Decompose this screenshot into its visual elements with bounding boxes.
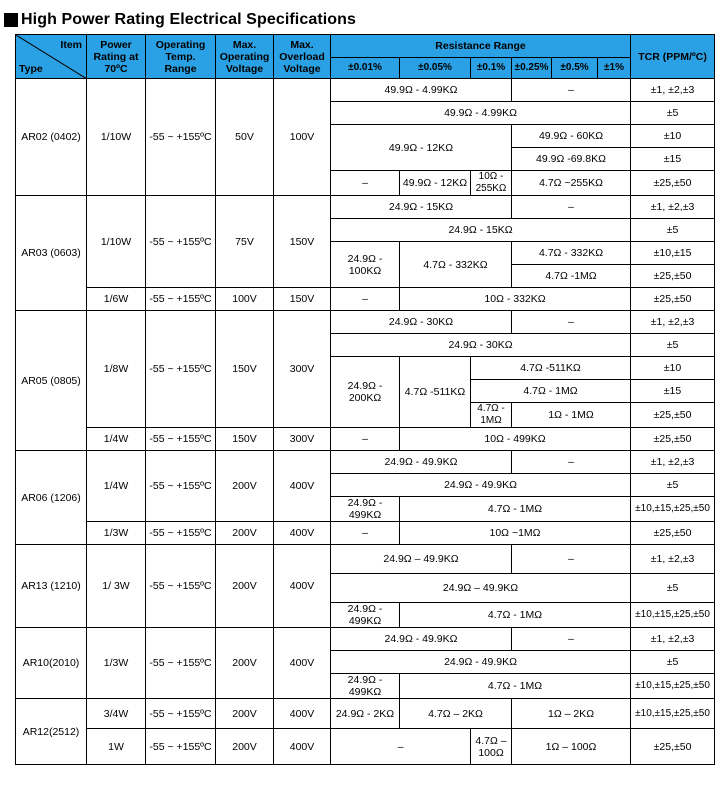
resistance-cell: 4.7Ω – 2KΩ bbox=[400, 699, 512, 729]
resistance-cell: 24.9Ω - 15KΩ bbox=[331, 196, 512, 219]
tcr-cell: ±10,±15,±25,±50 bbox=[631, 674, 715, 699]
header-tol-005: ±0.05% bbox=[400, 58, 471, 79]
power-cell: 1/4W bbox=[87, 451, 146, 522]
ov-voltage-cell: 400V bbox=[274, 522, 331, 545]
resistance-cell: 24.9Ω - 49.9KΩ bbox=[331, 628, 512, 651]
tcr-cell: ±25,±50 bbox=[631, 522, 715, 545]
resistance-cell: 4.7Ω -511KΩ bbox=[471, 357, 631, 380]
temp-cell: -55 ~ +155ºC bbox=[146, 522, 216, 545]
resistance-cell: 4.7Ω -511KΩ bbox=[400, 357, 471, 428]
resistance-cell: 24.9Ω - 49.9KΩ bbox=[331, 474, 631, 497]
tcr-cell: ±1, ±2,±3 bbox=[631, 196, 715, 219]
temp-cell: -55 ~ +155ºC bbox=[146, 288, 216, 311]
type-cell: AR12(2512) bbox=[16, 699, 87, 765]
resistance-cell: 24.9Ω - 15KΩ bbox=[331, 219, 631, 242]
power-cell: 1/4W bbox=[87, 428, 146, 451]
tcr-cell: ±10 bbox=[631, 125, 715, 148]
resistance-cell: 49.9Ω - 4.99KΩ bbox=[331, 102, 631, 125]
tcr-cell: ±10,±15,±25,±50 bbox=[631, 699, 715, 729]
resistance-cell: 1Ω – 100Ω bbox=[512, 729, 631, 765]
power-cell: 1/8W bbox=[87, 311, 146, 428]
title-bar bbox=[4, 9, 356, 31]
op-voltage-cell: 75V bbox=[216, 196, 274, 288]
ov-voltage-cell: 400V bbox=[274, 699, 331, 729]
resistance-cell: – bbox=[512, 79, 631, 102]
tcr-cell: ±10,±15 bbox=[631, 242, 715, 265]
header-tol-001: ±0.01% bbox=[331, 58, 400, 79]
temp-cell: -55 ~ +155ºC bbox=[146, 311, 216, 428]
tcr-cell: ±25,±50 bbox=[631, 403, 715, 428]
resistance-cell: 24.9Ω - 49.9KΩ bbox=[331, 451, 512, 474]
resistance-cell: 4.7Ω – 100Ω bbox=[471, 729, 512, 765]
op-voltage-cell: 200V bbox=[216, 451, 274, 522]
header-tol-01: ±0.1% bbox=[471, 58, 512, 79]
resistance-cell: 24.9Ω - 200KΩ bbox=[331, 357, 400, 428]
tcr-cell: ±1, ±2,±3 bbox=[631, 311, 715, 334]
table-row bbox=[16, 311, 715, 334]
resistance-cell: 24.9Ω – 49.9KΩ bbox=[331, 545, 512, 574]
table-row bbox=[16, 522, 715, 545]
tcr-cell: ±5 bbox=[631, 574, 715, 603]
resistance-cell: – bbox=[512, 196, 631, 219]
header-tol-05: ±0.5% bbox=[552, 58, 598, 79]
header-resistance: Resistance Range bbox=[331, 35, 631, 58]
resistance-cell: – bbox=[331, 288, 400, 311]
tcr-cell: ±25,±50 bbox=[631, 428, 715, 451]
resistance-cell: – bbox=[331, 428, 400, 451]
tcr-cell: ±25,±50 bbox=[631, 171, 715, 196]
header-max-overload: Max. Overload Voltage bbox=[274, 35, 331, 79]
power-cell: 1/10W bbox=[87, 196, 146, 288]
op-voltage-cell: 100V bbox=[216, 288, 274, 311]
temp-cell: -55 ~ +155ºC bbox=[146, 699, 216, 729]
resistance-cell: 24.9Ω - 49.9KΩ bbox=[331, 651, 631, 674]
resistance-cell: – bbox=[512, 545, 631, 574]
header-item-type bbox=[16, 35, 87, 79]
ov-voltage-cell: 300V bbox=[274, 428, 331, 451]
resistance-cell: 4.7Ω - 1MΩ bbox=[471, 403, 512, 428]
resistance-cell: 24.9Ω - 2KΩ bbox=[331, 699, 400, 729]
tcr-cell: ±1, ±2,±3 bbox=[631, 79, 715, 102]
type-cell: AR03 (0603) bbox=[16, 196, 87, 311]
resistance-cell: 24.9Ω - 30KΩ bbox=[331, 311, 512, 334]
header-tol-025: ±0.25% bbox=[512, 58, 552, 79]
temp-cell: -55 ~ +155ºC bbox=[146, 545, 216, 628]
resistance-cell: 49.9Ω - 60KΩ bbox=[512, 125, 631, 148]
table-row bbox=[16, 729, 715, 765]
temp-cell: -55 ~ +155ºC bbox=[146, 196, 216, 288]
title-square-icon bbox=[4, 13, 18, 27]
table-row bbox=[16, 79, 715, 102]
tcr-cell: ±5 bbox=[631, 651, 715, 674]
header-temp: Operating Temp. Range bbox=[146, 35, 216, 79]
tcr-cell: ±15 bbox=[631, 380, 715, 403]
table-row bbox=[16, 545, 715, 574]
header-type: Type bbox=[19, 63, 43, 75]
resistance-cell: 1Ω - 1MΩ bbox=[512, 403, 631, 428]
tcr-cell: ±25,±50 bbox=[631, 288, 715, 311]
tcr-cell: ±25,±50 bbox=[631, 265, 715, 288]
ov-voltage-cell: 400V bbox=[274, 729, 331, 765]
power-cell: 1/ 3W bbox=[87, 545, 146, 628]
tcr-cell: ±1, ±2,±3 bbox=[631, 628, 715, 651]
resistance-cell: 24.9Ω - 499KΩ bbox=[331, 603, 400, 628]
resistance-cell: 49.9Ω -69.8KΩ bbox=[512, 148, 631, 171]
op-voltage-cell: 200V bbox=[216, 699, 274, 729]
resistance-cell: 10Ω - 332KΩ bbox=[400, 288, 631, 311]
resistance-cell: 4.7Ω - 332KΩ bbox=[400, 242, 512, 288]
resistance-cell: 4.7Ω - 1MΩ bbox=[400, 603, 631, 628]
tcr-cell: ±5 bbox=[631, 219, 715, 242]
type-cell: AR02 (0402) bbox=[16, 79, 87, 196]
resistance-cell: – bbox=[331, 729, 471, 765]
header-tol-1: ±1% bbox=[598, 58, 631, 79]
tcr-cell: ±5 bbox=[631, 334, 715, 357]
op-voltage-cell: 150V bbox=[216, 311, 274, 428]
ov-voltage-cell: 150V bbox=[274, 196, 331, 288]
temp-cell: -55 ~ +155ºC bbox=[146, 628, 216, 699]
resistance-cell: 10Ω ~1MΩ bbox=[400, 522, 631, 545]
ov-voltage-cell: 400V bbox=[274, 545, 331, 628]
tcr-cell: ±5 bbox=[631, 474, 715, 497]
ov-voltage-cell: 150V bbox=[274, 288, 331, 311]
header-max-operating: Max. Operating Voltage bbox=[216, 35, 274, 79]
type-cell: AR13 (1210) bbox=[16, 545, 87, 628]
power-cell: 3/4W bbox=[87, 699, 146, 729]
resistance-cell: 49.9Ω - 4.99KΩ bbox=[331, 79, 512, 102]
power-cell: 1W bbox=[87, 729, 146, 765]
resistance-cell: 10Ω - 499KΩ bbox=[400, 428, 631, 451]
header-tcr: TCR (PPM/ºC) bbox=[631, 35, 715, 79]
type-cell: AR10(2010) bbox=[16, 628, 87, 699]
resistance-cell: 4.7Ω - 332KΩ bbox=[512, 242, 631, 265]
type-cell: AR05 (0805) bbox=[16, 311, 87, 451]
op-voltage-cell: 50V bbox=[216, 79, 274, 196]
power-cell: 1/10W bbox=[87, 79, 146, 196]
resistance-cell: 24.9Ω - 499KΩ bbox=[331, 497, 400, 522]
op-voltage-cell: 200V bbox=[216, 545, 274, 628]
resistance-cell: 24.9Ω - 30KΩ bbox=[331, 334, 631, 357]
op-voltage-cell: 150V bbox=[216, 428, 274, 451]
tcr-cell: ±10 bbox=[631, 357, 715, 380]
resistance-cell: 10Ω - 255KΩ bbox=[471, 171, 512, 196]
spec-table bbox=[15, 34, 715, 765]
resistance-cell: 4.7Ω - 1MΩ bbox=[400, 497, 631, 522]
resistance-cell: 1Ω – 2KΩ bbox=[512, 699, 631, 729]
resistance-cell: – bbox=[512, 628, 631, 651]
op-voltage-cell: 200V bbox=[216, 628, 274, 699]
tcr-cell: ±5 bbox=[631, 102, 715, 125]
ov-voltage-cell: 100V bbox=[274, 79, 331, 196]
resistance-cell: 24.9Ω - 100KΩ bbox=[331, 242, 400, 288]
type-cell: AR06 (1206) bbox=[16, 451, 87, 545]
table-row bbox=[16, 628, 715, 651]
resistance-cell: 4.7Ω -1MΩ bbox=[512, 265, 631, 288]
page-title: High Power Rating Electrical Specifications bbox=[21, 11, 357, 28]
table-row bbox=[16, 196, 715, 219]
power-cell: 1/3W bbox=[87, 522, 146, 545]
resistance-cell: 4.7Ω - 1MΩ bbox=[471, 380, 631, 403]
tcr-cell: ±1, ±2,±3 bbox=[631, 545, 715, 574]
temp-cell: -55 ~ +155ºC bbox=[146, 79, 216, 196]
header-power: Power Rating at 70ºC bbox=[87, 35, 146, 79]
resistance-cell: – bbox=[512, 451, 631, 474]
resistance-cell: – bbox=[512, 311, 631, 334]
table-row bbox=[16, 428, 715, 451]
table-row bbox=[16, 288, 715, 311]
ov-voltage-cell: 300V bbox=[274, 311, 331, 428]
resistance-cell: 49.9Ω - 12KΩ bbox=[331, 125, 512, 171]
power-cell: 1/3W bbox=[87, 628, 146, 699]
tcr-cell: ±10,±15,±25,±50 bbox=[631, 497, 715, 522]
resistance-cell: – bbox=[331, 522, 400, 545]
table-row bbox=[16, 699, 715, 729]
resistance-cell: 24.9Ω – 49.9KΩ bbox=[331, 574, 631, 603]
ov-voltage-cell: 400V bbox=[274, 451, 331, 522]
tcr-cell: ±1, ±2,±3 bbox=[631, 451, 715, 474]
op-voltage-cell: 200V bbox=[216, 729, 274, 765]
tcr-cell: ±10,±15,±25,±50 bbox=[631, 603, 715, 628]
tcr-cell: ±25,±50 bbox=[631, 729, 715, 765]
op-voltage-cell: 200V bbox=[216, 522, 274, 545]
resistance-cell: 4.7Ω - 1MΩ bbox=[400, 674, 631, 699]
temp-cell: -55 ~ +155ºC bbox=[146, 729, 216, 765]
table-row bbox=[16, 451, 715, 474]
temp-cell: -55 ~ +155ºC bbox=[146, 451, 216, 522]
power-cell: 1/6W bbox=[87, 288, 146, 311]
temp-cell: -55 ~ +155ºC bbox=[146, 428, 216, 451]
resistance-cell: – bbox=[331, 171, 400, 196]
tcr-cell: ±15 bbox=[631, 148, 715, 171]
ov-voltage-cell: 400V bbox=[274, 628, 331, 699]
resistance-cell: 4.7Ω ~255KΩ bbox=[512, 171, 631, 196]
resistance-cell: 24.9Ω - 499KΩ bbox=[331, 674, 400, 699]
resistance-cell: 49.9Ω - 12KΩ bbox=[400, 171, 471, 196]
header-item: Item bbox=[60, 39, 82, 51]
